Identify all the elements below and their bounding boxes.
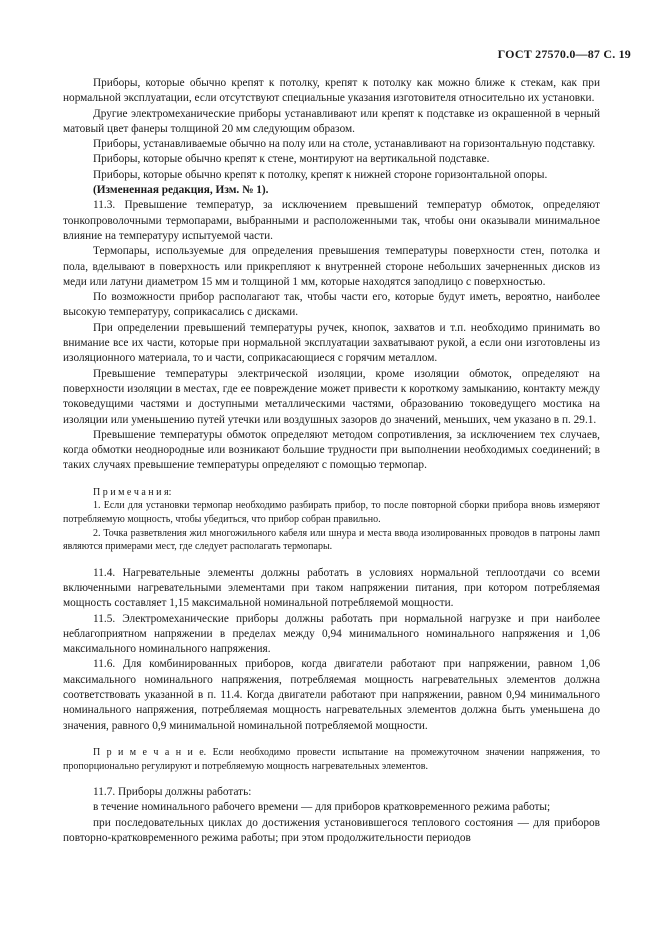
note-text: Если необходимо провести испытание на промежуточном значении напряжения, то пропорционально регулируют и потребляемую мощность нагревательных элементов.	[63, 746, 601, 772]
paragraph: По возможности прибор располагают так, чтобы части его, которые будут иметь, вероятно, наиболее высокую температуру, соприкасались с дисками.	[63, 291, 600, 319]
paragraph: 11.3. Превышение температур, за исключением превышений температур обмоток, определяют тонкопроволочными термопарами, выбранными и расположенными так, чтобы они оказывали минимальное влияние на температуру испытуемой части.	[63, 199, 600, 242]
paragraph: Приборы, которые обычно крепят к потолку, крепят к потолку как можно ближе к стекам, как при нормальной эксплуатации, если отсутствуют специальные указания изготовителя относительно их установки.	[63, 77, 600, 105]
notes-title: П р и м е ч а н и я:	[93, 486, 172, 498]
document-body	[63, 76, 600, 846]
paragraph: 11.6. Для комбинированных приборов, когда двигатели работают при напряжении, равном 1,06 максимального номинального напряжения, потребляемая мощность нагревательных элементов должна соответствовать указанной в п. 11.4. Когда двигатели работают при напряжении, равном 0,94 минимального номинального напряжения, потребляемая мощность нагревательных элементов должна быть уменьшена до значения, равного 0,9 минимальной номинальной потребляемой мощности.	[63, 658, 600, 732]
note-block	[63, 746, 600, 773]
notes-block	[63, 486, 600, 554]
note-item: 2. Точка разветвления жил многожильного кабеля или шнура и места ввода изолированных проводов в патроны ламп являются примерами мест, где следует располагать термопары.	[63, 527, 600, 553]
paragraph: Другие электромеханические приборы устанавливают или крепят к подставке из окрашенной в черный матовый цвет фанеры толщиной 20 мм следующим образом.	[63, 107, 600, 135]
paragraph: в течение номинального рабочего времени — для приборов кратковременного режима работы;	[93, 801, 551, 814]
paragraph: Превышение температуры обмоток определяют методом сопротивления, за исключением тех случаев, когда обмотки неоднородные или возникают большие трудности при выполнении необходимых соединений; в таких случаях превышение температуры определяют с помощью термопар.	[63, 428, 600, 472]
note-item	[63, 746, 600, 773]
note-item: 1. Если для установки термопар необходимо разбирать прибор, то после повторной сборки прибора вновь измеряют потребляемую мощность, чтобы убедиться, что прибор собран правильно.	[63, 500, 600, 525]
page-header: ГОСТ 27570.0—87 С. 19	[497, 47, 631, 61]
paragraph: 11.4. Нагревательные элементы должны работать в условиях нормальной теплоотдачи со всеми включенными нагревательными элементами при таком напряжении питания, при котором потребляемая мощность составляет 1,15 максимальной номинальной потребляемой мощности.	[63, 566, 600, 610]
paragraph: Превышение температуры электрической изоляции, кроме изоляции обмоток, определяют на поверхности изоляции в местах, где ее повреждение может привести к короткому замыканию, контакту между токоведущими частями и доступными металлическими частями, образованию токоведущего мостика на изоляции или уменьшению путей утечки или воздушных зазоров до значений, меньших, чем указано в п. 29.1.	[63, 367, 600, 426]
paragraph: При определении превышений температуры ручек, кнопок, захватов и т.п. необходимо принимать во внимание все их части, которые при нормальной эксплуатации захватывают рукой, а если они изготовлены из изоляционного материала, то и части, соприкасающиеся с горячим металлом.	[63, 321, 600, 365]
note-label: П р и м е ч а н и е.	[93, 746, 207, 758]
paragraph: Приборы, которые обычно крепят к потолку, крепят к нижней стороне горизонтальной опоры.	[93, 168, 548, 181]
paragraph: Приборы, устанавливаемые обычно на полу или на столе, устанавливают на горизонтальную подставку.	[93, 138, 596, 151]
paragraph: Приборы, которые обычно крепят к стене, монтируют на вертикальной подставке.	[93, 153, 490, 166]
paragraph: 11.5. Электромеханические приборы должны работать при нормальной нагрузке и при наиболее неблагоприятном напряжении в пределах между 0,94 минимального номинального напряжения и 1,06 максимального номинального напряжения.	[63, 612, 600, 656]
paragraph: при последовательных циклах до достижения установившегося теплового состояния — для приборов повторно-кратковременного режима работы; при этом продолжительности периодов	[63, 816, 600, 845]
paragraph: Термопары, используемые для определения превышения температуры поверхности стен, потолка и пола, вделывают в поверхность или прикрепляют к внутренней стороне небольших зачерненных дисков из меди или латуни диаметром 15 мм и толщиной 1 мм, которые находятся заподлицо с поверхностью.	[63, 245, 600, 288]
paragraph: 11.7. Приборы должны работать:	[93, 786, 252, 799]
amendment-note: (Измененная редакция, Изм. № 1).	[93, 184, 269, 197]
